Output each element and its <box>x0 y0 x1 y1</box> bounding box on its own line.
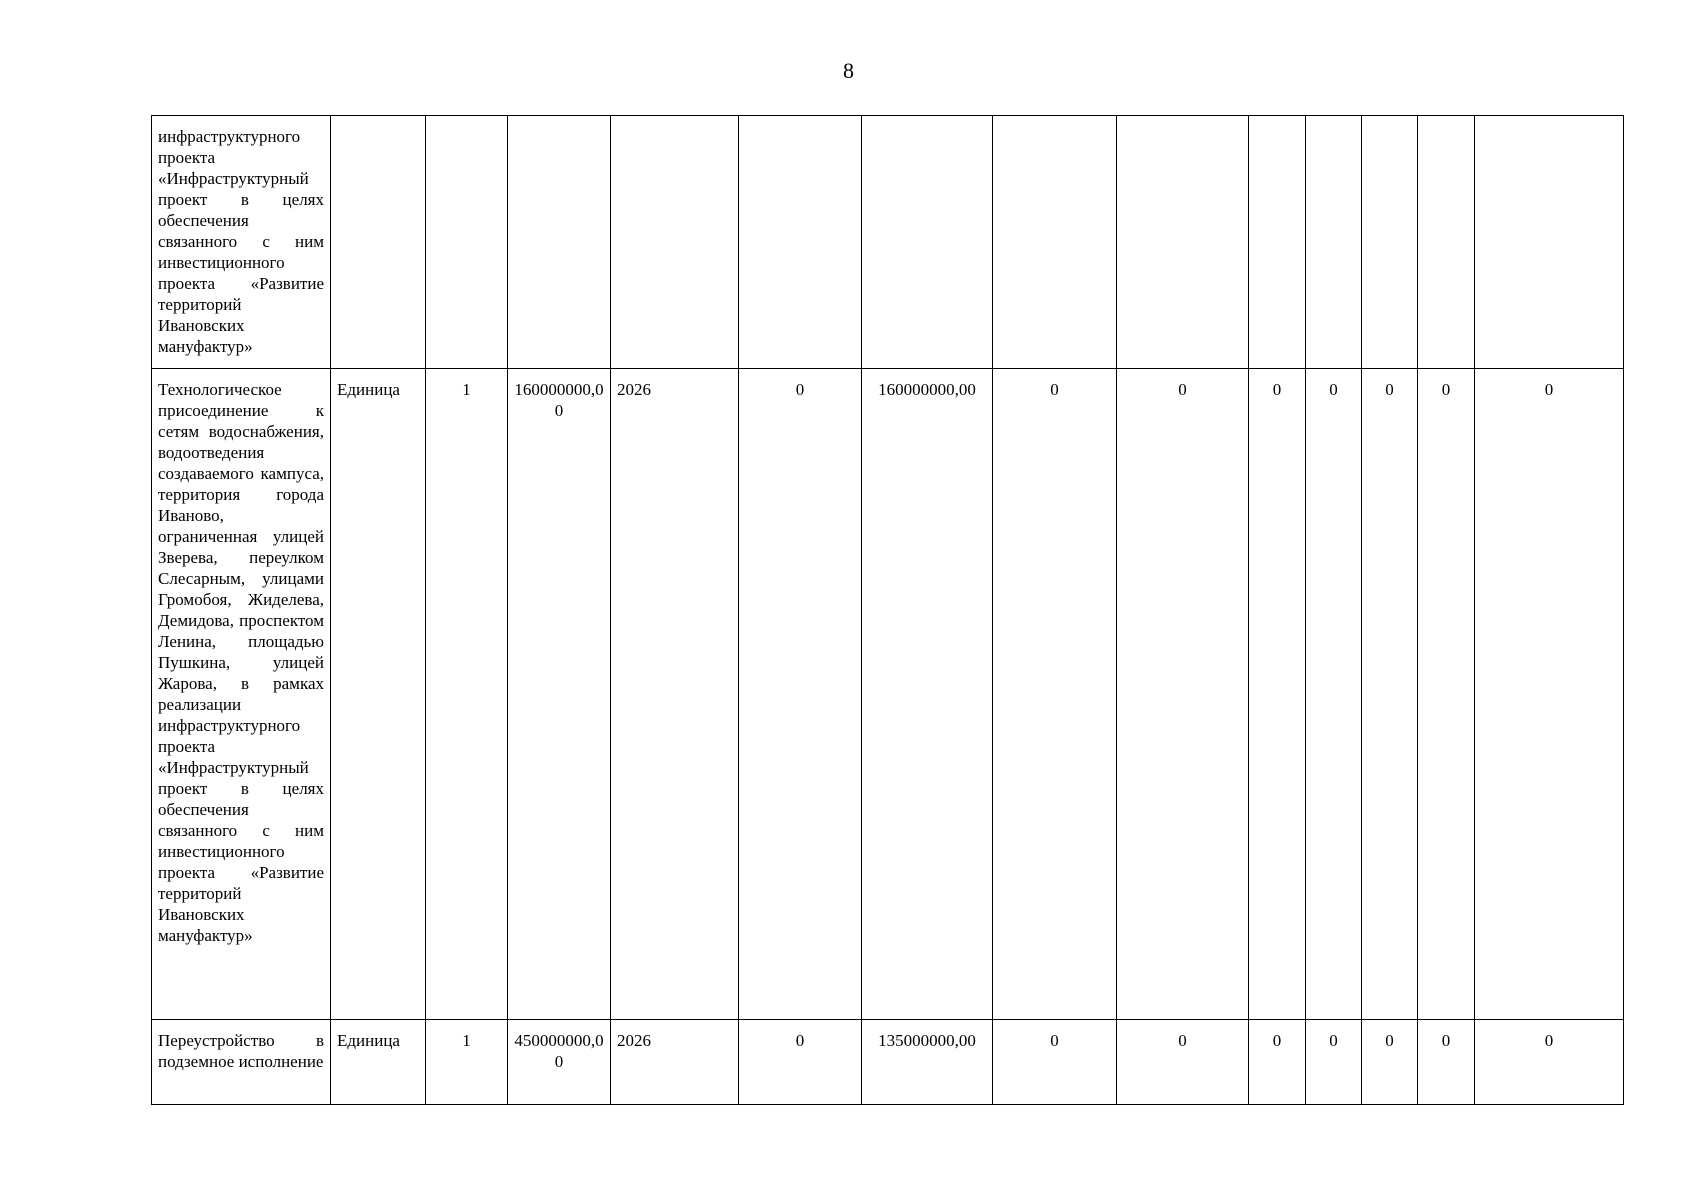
table-row <box>152 369 1624 1020</box>
value-cell: 0 <box>993 369 1117 1020</box>
value-cell <box>862 116 993 369</box>
measures-table <box>151 115 1624 1105</box>
value-cell: 0 <box>1306 369 1362 1020</box>
value-cell: 0 <box>1418 1020 1475 1105</box>
year-cell <box>611 116 739 369</box>
value-cell <box>1475 116 1624 369</box>
value-cell: 0 <box>1362 1020 1418 1105</box>
value-cell: 0 <box>1362 369 1418 1020</box>
value-cell: 0 <box>1249 369 1306 1020</box>
table-row <box>152 116 1624 369</box>
value-cell <box>1418 116 1475 369</box>
unit-cell: Единица <box>331 369 426 1020</box>
unit-cell <box>331 116 426 369</box>
value-cell: 160000000,00 <box>862 369 993 1020</box>
value-cell: 0 <box>1475 369 1624 1020</box>
value-cell: 0 <box>993 1020 1117 1105</box>
value-cell: 0 <box>1117 1020 1249 1105</box>
value-cell <box>1117 116 1249 369</box>
description-cell: инфраструктурного проекта «Инфраструктурный проект в целях обеспечения связанного с ним инвестиционного проекта «Развитие территорий Ивановских мануфактур» <box>152 116 331 369</box>
cost-cell: 160000000,00 <box>508 369 611 1020</box>
value-cell <box>1306 116 1362 369</box>
unit-cell: Единица <box>331 1020 426 1105</box>
description-cell: Технологическое присоединение к сетям водоснабжения, водоотведения создаваемого кампуса, территория города Иваново, ограниченная улицей Зверева, переулком Слесарным, улицами Громобоя, Жиделева, Демидова, проспектом Ленина, площадью Пушкина, улицей Жарова, в рамках реализации инфраструктурного проекта «Инфраструктурный проект в целях обеспечения связанного с ним инвестиционного проекта «Развитие территорий Ивановских мануфактур» <box>152 369 331 1020</box>
description-cell: Переустройство в подземное исполнение <box>152 1020 331 1105</box>
value-cell: 0 <box>1249 1020 1306 1105</box>
value-cell <box>1362 116 1418 369</box>
quantity-cell <box>426 116 508 369</box>
value-cell: 0 <box>739 369 862 1020</box>
cost-cell: 450000000,00 <box>508 1020 611 1105</box>
value-cell: 0 <box>739 1020 862 1105</box>
table-row <box>152 1020 1624 1105</box>
value-cell <box>739 116 862 369</box>
year-cell: 2026 <box>611 1020 739 1105</box>
value-cell: 0 <box>1418 369 1475 1020</box>
quantity-cell: 1 <box>426 369 508 1020</box>
page-number: 8 <box>843 58 854 83</box>
value-cell <box>993 116 1117 369</box>
value-cell: 135000000,00 <box>862 1020 993 1105</box>
value-cell: 0 <box>1117 369 1249 1020</box>
quantity-cell: 1 <box>426 1020 508 1105</box>
value-cell: 0 <box>1306 1020 1362 1105</box>
year-cell: 2026 <box>611 369 739 1020</box>
value-cell: 0 <box>1475 1020 1624 1105</box>
value-cell <box>1249 116 1306 369</box>
cost-cell <box>508 116 611 369</box>
